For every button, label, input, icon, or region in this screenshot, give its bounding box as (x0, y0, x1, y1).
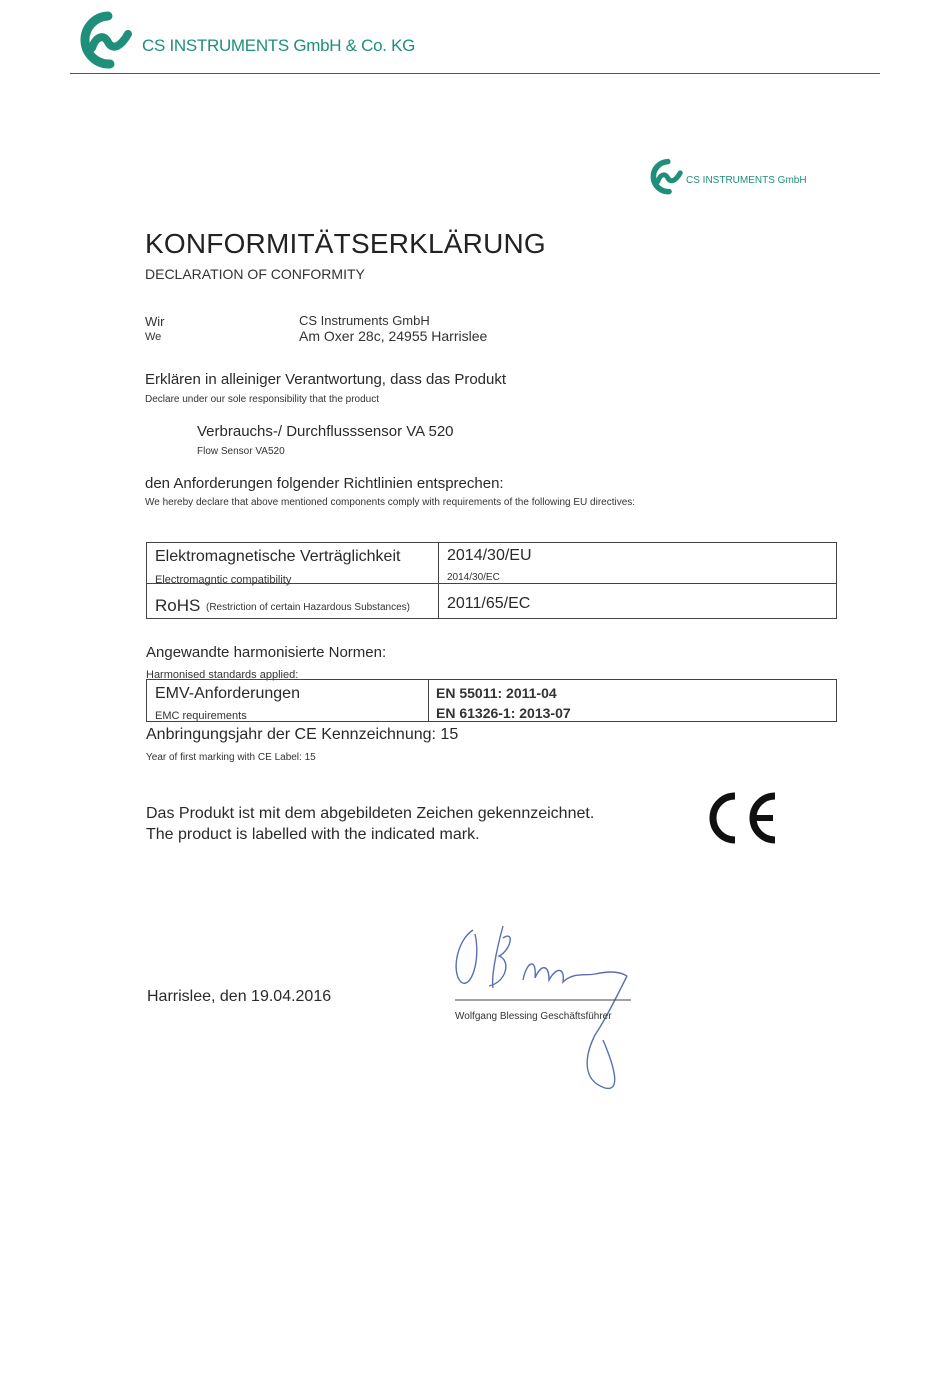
standards-en: Harmonised standards applied: (146, 669, 299, 681)
standards-col-divider (428, 679, 429, 721)
directive-1-name-en: Electromagntic compatibility (155, 574, 292, 586)
company-name: CS Instruments GmbH (299, 313, 430, 328)
we-label-en: We (145, 331, 162, 343)
mark-en: The product is labelled with the indicated mark. (146, 826, 480, 843)
directive-2-name-de: RoHS (155, 596, 201, 615)
directive-1-code-old: 2014/30/EC (447, 572, 500, 583)
header-divider (70, 73, 880, 74)
ce-mark-icon (705, 790, 779, 846)
we-label-de: Wir (145, 314, 165, 329)
directive-2-code: 2011/65/EC (447, 595, 531, 612)
ce-year-en: Year of first marking with CE Label: 15 (146, 752, 316, 763)
standard-1: EN 55011: 2011-04 (436, 685, 557, 701)
mark-de: Das Produkt ist mit dem abgebildeten Zeichen gekennzeichnet. (146, 805, 595, 822)
directive-2-name-en: (Restriction of certain Hazardous Substances) (206, 602, 410, 613)
signature-icon (445, 920, 645, 1095)
company-address: Am Oxer 28c, 24955 Harrislee (299, 328, 488, 344)
doc-logo-text: CS INSTRUMENTS GmbH (686, 175, 807, 186)
standard-2: EN 61326-1: 2013-07 (436, 705, 571, 721)
directives-col-divider (438, 542, 439, 618)
cs-doc-logo-icon (644, 156, 684, 196)
header-company-name: CS INSTRUMENTS GmbH & Co. KG (142, 36, 416, 55)
declare-en: Declare under our sole responsibility that the product (145, 394, 380, 405)
place-date: Harrislee, den 19.04.2016 (147, 988, 332, 1005)
standards-de: Angewandte harmonisierte Normen: (146, 644, 387, 661)
declare-de: Erklären in alleiniger Verantwortung, dass das Produkt (145, 371, 507, 388)
document-subtitle: DECLARATION OF CONFORMITY (145, 266, 365, 282)
signatory: Wolfgang Blessing Geschäftsführer (455, 1011, 612, 1022)
directive-1-name-de: Elektromagnetische Verträglichkeit (155, 548, 401, 565)
requirements-en: We hereby declare that above mentioned components comply with requirements of the following EU directives: (145, 497, 636, 508)
directive-1-code: 2014/30/EU (447, 547, 532, 564)
emv-de: EMV-Anforderungen (155, 685, 300, 702)
cs-logo-icon (70, 8, 134, 70)
emv-en: EMC requirements (155, 710, 247, 722)
ce-year-de: Anbringungsjahr der CE Kennzeichnung: 15 (146, 726, 459, 743)
product-en: Flow Sensor VA520 (197, 446, 285, 457)
document-title: KONFORMITÄTSERKLÄRUNG (145, 228, 546, 259)
requirements-de: den Anforderungen folgender Richtlinien entsprechen: (145, 475, 504, 492)
product-de: Verbrauchs-/ Durchflusssensor VA 520 (197, 423, 454, 440)
